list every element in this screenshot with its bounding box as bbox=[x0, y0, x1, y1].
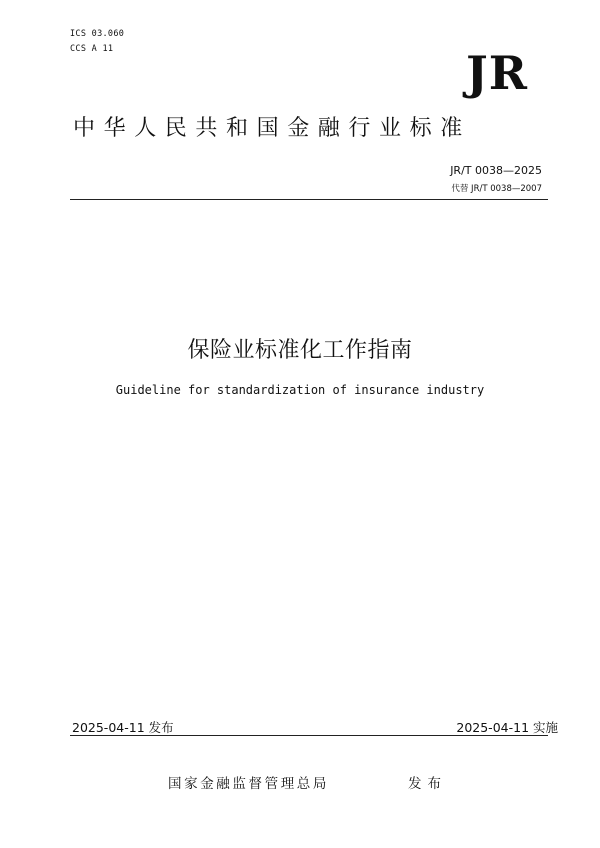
ics-code: ICS 03.060 bbox=[70, 29, 125, 39]
standard-category-title: 中华人民共和国金融行业标准 bbox=[73, 116, 471, 141]
issuer-name: 国家金融监督管理总局 bbox=[168, 776, 329, 792]
footer-divider bbox=[70, 735, 548, 736]
document-title: 保险业标准化工作指南 bbox=[187, 338, 413, 363]
implement-date: 2025-04-11 实施 bbox=[456, 720, 558, 735]
replaces-standard: 代替 JR/T 0038—2007 bbox=[451, 184, 542, 194]
ccs-code: CCS A 11 bbox=[70, 44, 114, 54]
jr-logo: JR bbox=[466, 46, 528, 100]
standard-number: JR/T 0038—2025 bbox=[450, 164, 542, 177]
document-subtitle: Guideline for standardization of insurance industry bbox=[115, 383, 485, 397]
issuer-action: 发布 bbox=[408, 776, 447, 792]
header-divider bbox=[70, 199, 548, 200]
publish-date: 2025-04-11 发布 bbox=[72, 720, 174, 735]
